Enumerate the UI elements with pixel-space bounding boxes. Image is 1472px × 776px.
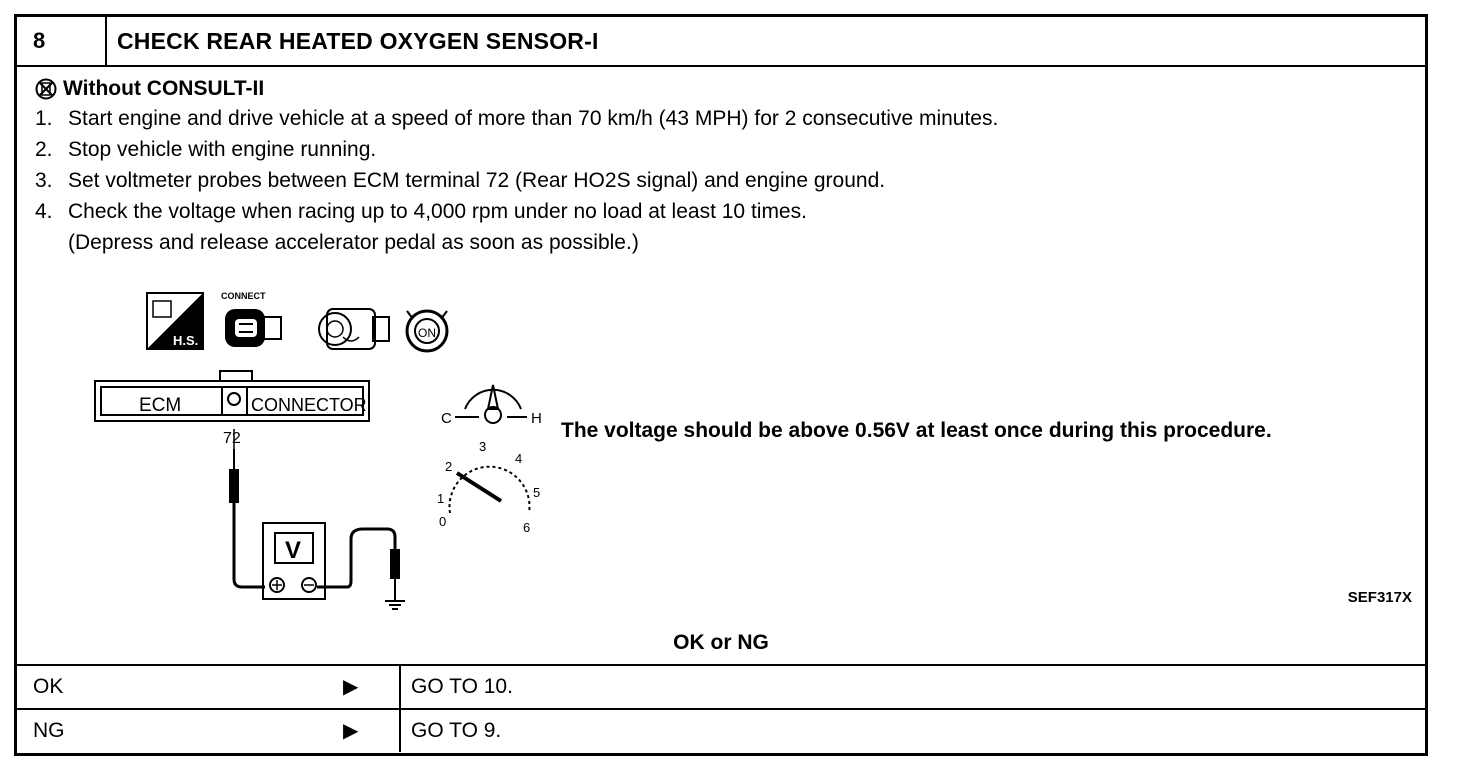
result-action: GO TO 10. (411, 675, 513, 698)
ecm-label: ECM (139, 395, 182, 416)
step-number-label: 3. (35, 169, 53, 192)
result-row-ok (17, 664, 1425, 708)
tach-tick-6: 6 (523, 520, 531, 535)
connector-label: CONNECTOR (251, 395, 367, 415)
step-list (35, 103, 998, 258)
temp-cold-label: C (441, 410, 452, 427)
step-text: Stop vehicle with engine running. (68, 138, 377, 161)
expected-voltage-statement: The voltage should be above 0.56V at least once during this procedure. (561, 419, 1272, 442)
arrow-right-icon: ▶ (343, 676, 359, 698)
negative-probe (390, 549, 400, 579)
on-label: ON (418, 326, 436, 340)
tach-tick-4: 4 (515, 451, 523, 466)
step-item (35, 196, 998, 227)
result-row-ng (17, 708, 1425, 752)
tach-tick-0: 0 (439, 514, 447, 529)
column-divider (399, 710, 401, 752)
result-label: NG (33, 719, 65, 742)
step-header (17, 17, 1425, 67)
tach-tick-5: 5 (533, 485, 541, 500)
column-divider (399, 666, 401, 708)
figure-code: SEF317X (1347, 589, 1412, 606)
tachometer-icon (437, 439, 540, 535)
consult-crossed-icon (35, 78, 57, 100)
tach-tick-3: 3 (479, 439, 487, 454)
step-number-label: 1. (35, 107, 53, 130)
voltmeter-label: V (285, 537, 302, 564)
temp-hot-label: H (531, 410, 542, 427)
connect-label: CONNECT (221, 291, 266, 301)
step-item (35, 134, 998, 165)
procedure-frame (14, 14, 1428, 756)
arrow-right-icon: ▶ (343, 720, 359, 742)
ground-icon (385, 601, 405, 609)
wiring-diagram (77, 287, 557, 617)
result-action: GO TO 9. (411, 719, 502, 742)
connector-connect-icon (221, 291, 281, 347)
subheading-text: Without CONSULT-II (63, 77, 265, 100)
engine-running-icon (319, 309, 389, 349)
subheading (35, 77, 264, 101)
step-item (35, 165, 998, 196)
ecm-connector (95, 371, 369, 421)
step-text: Check the voltage when racing up to 4,000 rpm under no load at least 10 times. (68, 200, 807, 223)
positive-probe (229, 469, 239, 503)
step-number: 8 (17, 17, 107, 65)
step-number-label: 2. (35, 138, 53, 161)
hs-label: H.S. (173, 333, 199, 348)
step-text: Start engine and drive vehicle at a speed of more than 70 km/h (43 MPH) for 2 consecutive minutes. (68, 107, 999, 130)
ignition-on-icon (407, 311, 447, 351)
tach-tick-2: 2 (445, 459, 453, 474)
temperature-gauge-icon (441, 385, 542, 427)
terminal-number: 72 (223, 430, 241, 447)
step-text: Set voltmeter probes between ECM terminal 72 (Rear HO2S signal) and engine ground. (68, 169, 886, 192)
result-label: OK (33, 675, 64, 698)
tach-tick-1: 1 (437, 491, 445, 506)
step-title: CHECK REAR HEATED OXYGEN SENSOR-I (117, 28, 599, 54)
result-heading: OK or NG (673, 631, 769, 654)
step-note: (Depress and release accelerator pedal as soon as possible.) (68, 231, 639, 254)
step-item (35, 103, 998, 134)
hs-icon (147, 293, 203, 349)
voltmeter (263, 523, 325, 599)
step-number-label: 4. (35, 200, 53, 223)
